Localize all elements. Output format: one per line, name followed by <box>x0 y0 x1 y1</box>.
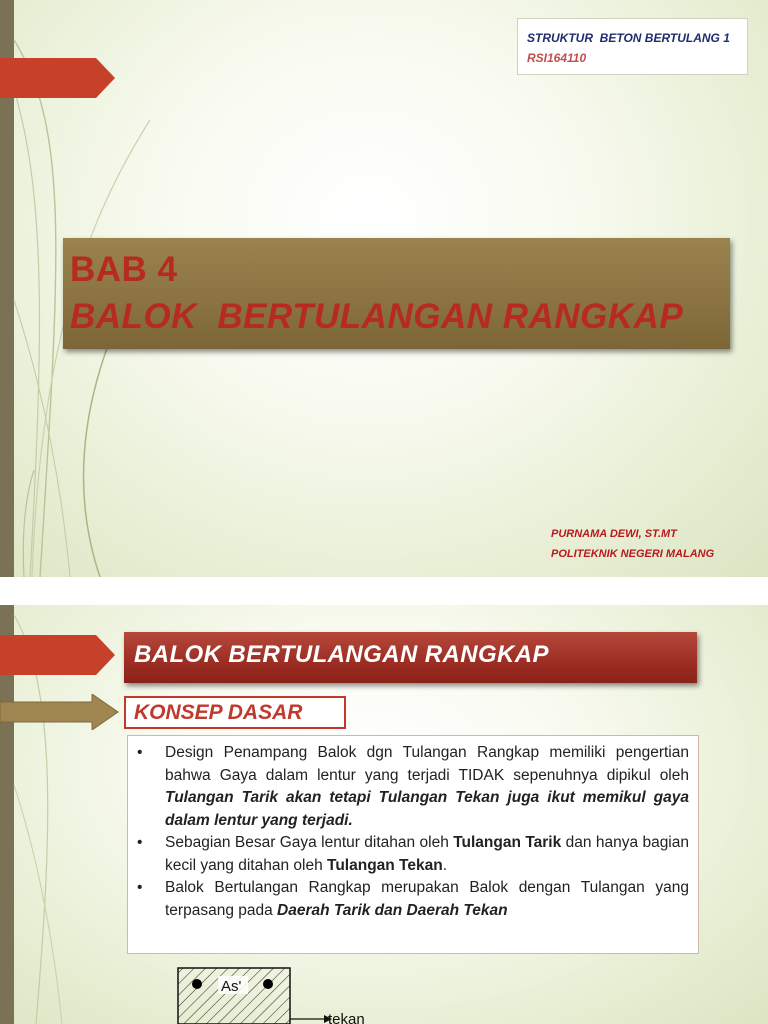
course-info-box <box>517 18 748 75</box>
section-title: BALOK BERTULANGAN RANGKAP <box>134 641 549 668</box>
label-as-prime: As' <box>221 978 242 995</box>
bullet-item <box>137 877 689 922</box>
bullet-text: . <box>348 811 353 829</box>
slide-title: BALOK BERTULANGAN RANGKAP <box>70 297 684 336</box>
bullet-list <box>137 742 689 922</box>
subsection-label: KONSEP DASAR <box>134 701 303 724</box>
rebar-dot <box>263 979 273 989</box>
course-title: STRUKTUR BETON BERTULANG 1 <box>527 31 730 45</box>
bullet-item <box>137 832 689 877</box>
bullet-text: . <box>442 856 448 874</box>
beam-section-diagram <box>166 962 381 1024</box>
bullet-emphasis: Daerah Tarik dan Daerah Tekan <box>277 901 508 919</box>
content-slide <box>0 605 768 1024</box>
label-tekan: tekan <box>328 1011 365 1024</box>
rebar-dot <box>192 979 202 989</box>
bullet-dot: • <box>137 744 143 761</box>
subsection-label-box <box>124 696 346 729</box>
bullet-emphasis: Tulangan Tekan <box>327 856 443 874</box>
bullet-dot: • <box>137 834 143 851</box>
author-name: PURNAMA DEWI, ST.MT <box>551 528 677 540</box>
bullet-text: dan hanya bagian kecil yang ditahan oleh <box>165 834 689 874</box>
author-institution: POLITEKNIK NEGERI MALANG <box>551 548 715 560</box>
title-banner <box>63 238 730 349</box>
tan-arrow-icon <box>0 694 120 730</box>
section-banner <box>124 632 697 683</box>
red-arrow-icon <box>0 58 115 98</box>
concept-content-box <box>127 735 699 954</box>
bullet-text: Design Penampang Balok dgn Tulangan Rangkap memiliki pengertian bahwa Gaya dalam lentur yang terjadi TIDAK sepenuhnya dipikul oleh <box>165 744 689 784</box>
bullet-text: Sebagian Besar Gaya lentur ditahan oleh <box>165 834 454 851</box>
bullet-emphasis: Tulangan Tarik akan tetapi Tulangan Tekan juga ikut memikul gaya dalam lentur yang terjadi <box>165 789 689 829</box>
bullet-dot: • <box>137 879 143 896</box>
bullet-emphasis: Tulangan Tarik <box>453 834 562 851</box>
course-code: RSI164110 <box>527 51 587 65</box>
bullet-text: Balok Bertulangan Rangkap merupakan Balok dengan Tulangan yang terpasang pada <box>165 879 689 919</box>
red-arrow-icon <box>0 635 115 675</box>
chapter-label: BAB 4 <box>70 250 178 289</box>
bullet-item <box>137 742 689 832</box>
